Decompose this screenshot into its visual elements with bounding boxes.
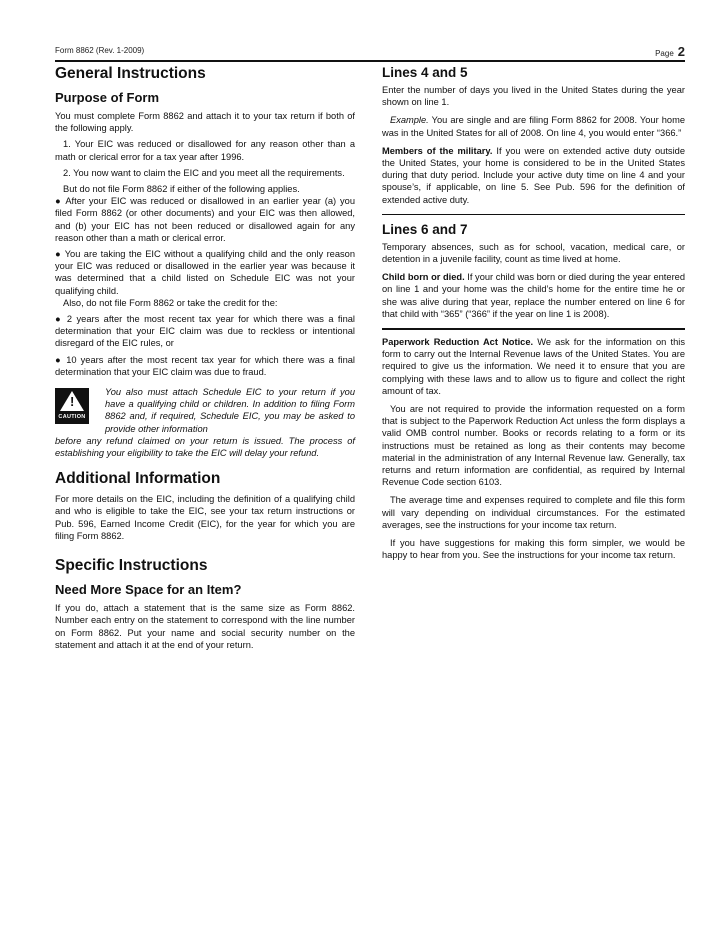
more-space-text: If you do, attach a statement that is the same size as Form 8862. Number each entry on the statement to correspond with the line number on Form 8862. Put your name and social security number on the statement and attach it at the end of your return. [55,603,355,650]
paperwork-paragraph-3: The average time and expenses required to complete and file this form will vary depending on individual circumstances. For the estimated averages, see the instructions for your income tax return. [382,495,685,530]
also-paragraph: Also, do not file Form 8862 or take the credit for the: [63,297,278,308]
condition-1: 1. Your EIC was reduced or disallowed for any reason other than a math or clerical error for a tax year after 1996. [55,139,355,162]
child-text: If your child was born or died during the year entered on line 1 and your home was the child’s home for the entire time he or she was alive during that year, replace the number entered on line 6 for that child with “365” (“366” if the year on line 1 is 2008). [382,272,685,319]
more-space-heading: Need More Space for an Item? [55,582,242,598]
caution-text: You also must attach Schedule EIC to your return if you have a qualifying child or children. In addition to filing Form 8862 and, if required, Schedule EIC, you may be asked to provide other information [105,387,355,434]
example-paragraph [382,114,685,138]
caution-text-continued: before any refund claimed on your return is issued. The process of establishing your eligibility to take the EIC will delay your refund. [55,435,355,459]
page-label: Page [655,49,674,58]
general-instructions-heading: General Instructions [55,65,206,82]
bullet-text: After your EIC was reduced or disallowed in an earlier year (a) you filed Form 8862 (or other documents) and your EIC was then allowed, and (b) your EIC has not been reduced or disallowed again for any reason other than a math or clerical error. [55,196,355,243]
military-text: If you were on extended active duty outside the United States, your home is considered to be in the United States during that duty period. Include your active duty time on line 4 and your spouse’s, if applicable, on line 5. See Pub. 596 for the definition of extended active duty. [382,145,685,205]
example-label: Example. [390,115,429,126]
additional-information-text: For more details on the EIC, including the definition of a qualifying child and who is eligible to take the EIC, see your tax return instructions or Pub. 596, Earned Income Credit (EIC), for the year for which you are filing Form 8862. [55,494,355,541]
form-id: Form 8862 (Rev. 1-2009) [55,46,145,55]
condition-2: 2. You now want to claim the EIC and you meet all the requirements. [63,167,345,178]
header-rule [55,60,685,62]
left-column [55,64,355,651]
bullet-item [55,195,355,244]
bullet-item [55,313,355,350]
example-text: You are single and are filing Form 8862 for 2008. Your home was in the United States for all of 2008. On line 4, you would enter “366.” [382,115,685,138]
paperwork-paragraph-2: You are not required to provide the information requested on a form that is subject to the Paperwork Reduction Act unless the form displays a valid OMB control number. Books or records relating to a form or its instructions must be retained as long as their contents may become material in the administration of any Internal Revenue law. Generally, tax returns and return information are confidential, as required by Internal Revenue Code section 6103. [382,404,685,488]
bullet-icon: ● [55,354,67,365]
paperwork-paragraph [382,336,685,397]
child-paragraph [382,271,685,320]
caution-note [55,386,355,459]
page-indicator [655,44,685,59]
right-column [382,64,685,562]
bullet-icon: ● [55,249,65,260]
bullet-item [55,248,355,297]
caution-label: CAUTION [58,413,86,420]
military-paragraph [382,145,685,206]
bullet-icon: ● [55,196,66,207]
lines-6-7-text: Temporary absences, such as for school, vacation, medical care, or detention in a juvenile facility, count as time lived at home. [382,241,685,265]
paperwork-paragraph-4: If you have suggestions for making this form simpler, we would be happy to hear from you. See the instructions for your income tax return. [382,538,685,561]
paperwork-label: Paperwork Reduction Act Notice. [382,337,534,348]
page-number: 2 [677,44,685,59]
section-divider [382,214,685,215]
lines-6-7-heading: Lines 6 and 7 [382,221,468,237]
section-divider [382,328,685,330]
additional-information-heading: Additional Information [55,470,221,488]
bullet-text: You are taking the EIC without a qualifying child and the only reason your EIC was reduced or disallowed in the earlier year was because it was determined that a child listed on Schedule EIC was not your qualifying child. [55,249,356,296]
bullet-text: 10 years after the most recent tax year for which there was a final determination that your EIC claim was due to fraud. [55,354,355,377]
paperwork-text: We ask for the information on this form to carry out the Internal Revenue laws of the United States. You are required to give us the information. We need it to ensure that you are complying with these laws and to allow us to figure and collect the right amount of tax. [382,337,685,396]
lines-4-5-text: Enter the number of days you lived in the United States during the year shown on line 1. [382,85,685,108]
child-label: Child born or died. [382,272,465,283]
lines-4-5-heading: Lines 4 and 5 [382,65,468,80]
purpose-paragraph: You must complete Form 8862 and attach it to your tax return if both of the following apply. [55,111,355,134]
military-label: Members of the military. [382,145,493,156]
exclamation-icon: ! [70,394,75,410]
page-header [55,44,685,60]
exceptions-intro: But do not file Form 8862 if either of the following applies. [63,184,300,195]
caution-icon [55,388,89,424]
bullet-item [55,354,355,378]
purpose-heading: Purpose of Form [55,90,160,105]
bullet-icon: ● [55,314,67,325]
specific-instructions-heading: Specific Instructions [55,557,208,575]
bullet-text: 2 years after the most recent tax year for which there was a final determination that your EIC claim was due to reckless or intentional disregard of the EIC rules, or [55,314,355,349]
